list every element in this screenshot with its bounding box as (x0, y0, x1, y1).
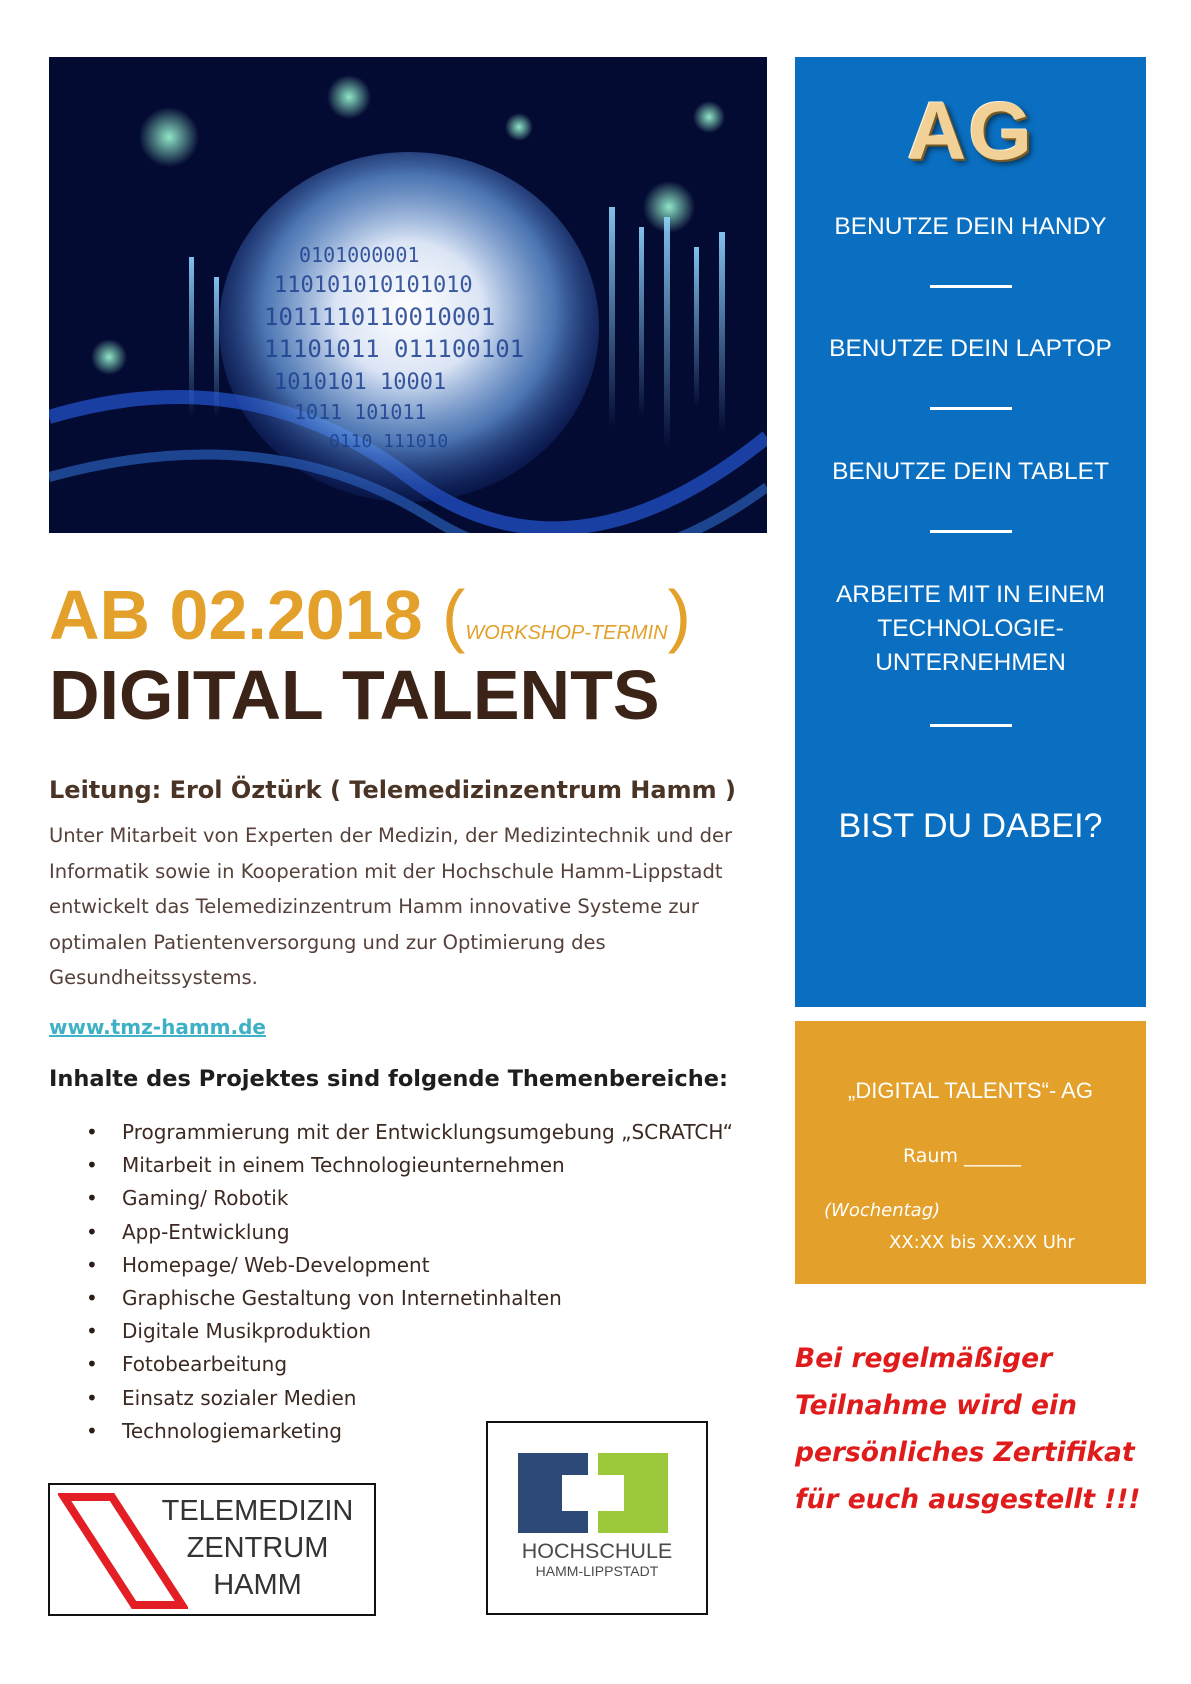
topics-heading: Inhalte des Projektes sind folgende Themenbereiche: (49, 1066, 728, 1092)
list-item: • Gaming/ Robotik (86, 1182, 733, 1215)
website-link[interactable]: www.tmz-hamm.de (49, 1015, 266, 1039)
info-box-day: (Wochentag) (824, 1200, 941, 1221)
svg-text:0101000001: 0101000001 (299, 243, 420, 267)
hochschule-name: HOCHSCHULE (521, 1539, 673, 1563)
leitung-line: Leitung: Erol Öztürk ( Telemedizinzentrum Hamm ) (49, 776, 736, 804)
hochschule-logo (486, 1421, 708, 1615)
paren-open: ( (442, 576, 466, 654)
tmz-text-line1: TELEMEDIZIN (161, 1495, 354, 1527)
sidebar-question: BIST DU DABEI? (838, 807, 1103, 845)
list-item: • Einsatz sozialer Medien (86, 1382, 733, 1415)
sidebar-item-tablet: BENUTZE DEIN TABLET (832, 458, 1109, 485)
page-title: DIGITAL TALENTS (49, 656, 660, 734)
list-item: • Programmierung mit der Entwicklungsumgebung „SCRATCH“ (86, 1116, 733, 1149)
binary-globe-illustration (49, 57, 767, 533)
list-item: • Mitarbeit in einem Technologieunternehmen (86, 1149, 733, 1182)
info-box-room: Raum ______ (903, 1145, 1022, 1167)
sidebar-item-technologie: ARBEITE MIT IN EINEM TECHNOLOGIE-UNTERNEHMEN (835, 581, 1106, 676)
topics-list (86, 1116, 733, 1448)
date-text: AB 02.2018 (49, 576, 423, 654)
svg-text:1011110110010001: 1011110110010001 (264, 303, 496, 331)
sidebar-divider (930, 724, 1012, 727)
hochschule-mark-icon (518, 1453, 678, 1533)
sidebar-divider (930, 285, 1012, 288)
tmz-text-line3: HAMM (213, 1569, 302, 1601)
ag-logo: AG (907, 86, 1034, 177)
hero-image (49, 57, 767, 533)
info-box-time: XX:XX bis XX:XX Uhr (889, 1232, 1075, 1253)
list-item: • Graphische Gestaltung von Internetinhalten (86, 1282, 733, 1315)
svg-text:11101011 011100101: 11101011 011100101 (264, 335, 525, 363)
sidebar-divider (930, 407, 1012, 410)
list-item: • Digitale Musikproduktion (86, 1315, 733, 1348)
info-box-title: „DIGITAL TALENTS“- AG (848, 1078, 1093, 1103)
certificate-note: Bei regelmäßiger Teilnahme wird ein persönliches Zertifikat für euch ausgestellt !!! (795, 1343, 1141, 1515)
paren-close: ) (667, 576, 691, 654)
svg-text:1010101 10001: 1010101 10001 (274, 370, 447, 395)
description-paragraph: Unter Mitarbeit von Experten der Medizin, der Medizintechnik und der Informatik sowie in Kooperation mit der Hochschule Hamm-Lippstadt entwickelt das Telemedizinzentrum Hamm innovative Systeme zur optimalen Patientenversorgung und zur Optimierung des Gesundheitssystems. (49, 824, 732, 990)
svg-text:1011 101011: 1011 101011 (294, 400, 427, 424)
workshop-label: WORKSHOP-TERMIN (465, 622, 668, 644)
svg-text:0110 111010: 0110 111010 (329, 431, 449, 452)
tmz-text-line2: ZENTRUM (186, 1532, 329, 1564)
list-item: • Homepage/ Web-Development (86, 1249, 733, 1282)
sidebar-item-laptop: BENUTZE DEIN LAPTOP (829, 335, 1112, 362)
telemedizin-logo (48, 1483, 376, 1616)
sidebar-divider (930, 530, 1012, 533)
list-item: • Fotobearbeitung (86, 1348, 733, 1381)
list-item: • Technologiemarketing (86, 1415, 733, 1448)
svg-text:110101010101010: 110101010101010 (274, 273, 473, 298)
list-item: • App-Entwicklung (86, 1216, 733, 1249)
hochschule-city: HAMM-LIPPSTADT (535, 1563, 659, 1579)
date-headline (49, 576, 691, 654)
sidebar-item-handy: BENUTZE DEIN HANDY (834, 213, 1107, 240)
